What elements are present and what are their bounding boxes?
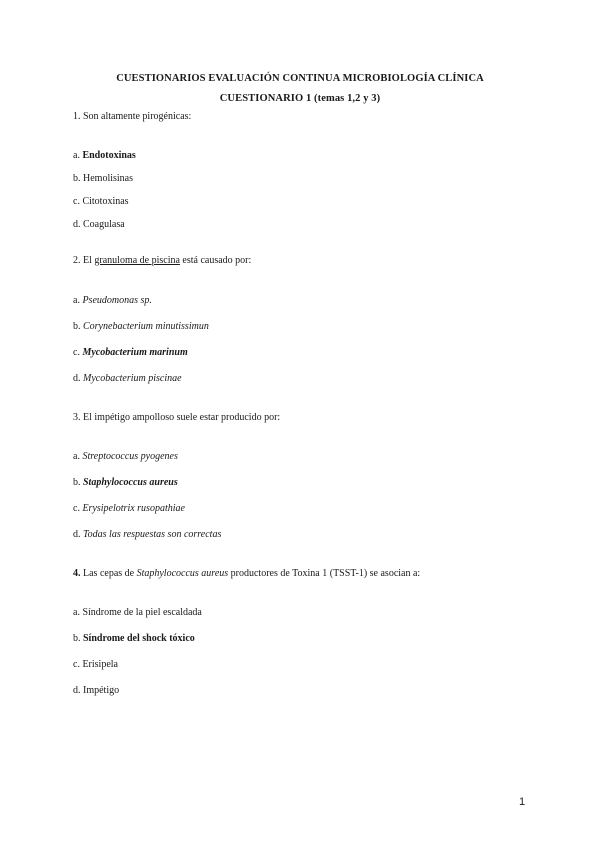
- option-1d: [73, 219, 125, 230]
- question-2: [73, 255, 251, 266]
- option-text: Erysipelotrix rusopathiae: [82, 503, 185, 514]
- question-text: El impétigo ampolloso suele estar producido por:: [83, 412, 281, 423]
- option-text: Mycobacterium piscinae: [83, 373, 182, 384]
- option-text-correct: Endotoxinas: [82, 150, 136, 161]
- option-letter: a.: [73, 150, 80, 161]
- option-1b: [73, 173, 133, 184]
- option-1a: [73, 150, 136, 161]
- option-text: Hemolisinas: [83, 173, 133, 184]
- option-2b: [73, 321, 209, 332]
- option-letter: d.: [73, 219, 81, 230]
- option-letter: d.: [73, 529, 81, 540]
- option-text: Impétigo: [83, 685, 120, 696]
- option-letter: a.: [73, 295, 80, 306]
- question-italic-term: Staphylococcus aureus: [136, 568, 229, 579]
- question-text: productores de Toxina 1 (TSST-1) se asocian a:: [230, 568, 421, 579]
- option-letter: b.: [73, 633, 81, 644]
- option-letter: c.: [73, 659, 80, 670]
- option-text-correct: Síndrome del shock tóxico: [83, 633, 195, 644]
- question-underlined-term: granuloma de piscina: [94, 255, 180, 266]
- question-number: 4.: [73, 568, 81, 579]
- option-letter: d.: [73, 685, 81, 696]
- option-letter: c.: [73, 196, 80, 207]
- option-3b: [73, 477, 178, 488]
- option-letter: d.: [73, 373, 81, 384]
- option-letter: b.: [73, 477, 81, 488]
- option-letter: a.: [73, 607, 80, 618]
- question-text: Son altamente pirogénicas:: [83, 111, 192, 122]
- option-text: Citotoxinas: [82, 196, 129, 207]
- option-letter: b.: [73, 321, 81, 332]
- option-4d: [73, 685, 119, 696]
- option-text-correct: Mycobacterium marinum: [82, 347, 188, 358]
- option-letter: c.: [73, 347, 80, 358]
- document-title: CUESTIONARIOS EVALUACIÓN CONTINUA MICROBIOLOGÍA CLÍNICA: [116, 73, 484, 84]
- question-text: está causado por:: [182, 255, 252, 266]
- option-text: Todas las respuestas son correctas: [83, 529, 222, 540]
- question-4: [73, 568, 420, 579]
- option-text: Síndrome de la piel escaldada: [82, 607, 202, 618]
- question-number: 2.: [73, 255, 81, 266]
- option-text: Coagulasa: [83, 219, 125, 230]
- option-2d: [73, 373, 182, 384]
- option-text: Erisipela: [82, 659, 118, 670]
- option-1c: [73, 196, 129, 207]
- question-text: El: [83, 255, 92, 266]
- option-text: Streptococcus pyogenes: [82, 451, 178, 462]
- option-4c: [73, 659, 118, 670]
- option-letter: b.: [73, 173, 81, 184]
- option-2a: [73, 295, 152, 306]
- option-letter: c.: [73, 503, 80, 514]
- option-3d: [73, 529, 221, 540]
- option-4b: [73, 633, 195, 644]
- page-number: 1: [519, 796, 526, 808]
- option-4a: [73, 607, 202, 618]
- option-letter: a.: [73, 451, 80, 462]
- option-3c: [73, 503, 185, 514]
- question-number: 1.: [73, 111, 81, 122]
- question-1: [73, 111, 191, 122]
- question-text: Las cepas de: [83, 568, 135, 579]
- option-text: Pseudomonas sp.: [82, 295, 152, 306]
- option-2c: [73, 347, 188, 358]
- option-text-correct: Staphylococcus aureus: [83, 477, 178, 488]
- questionnaire-subtitle: CUESTIONARIO 1 (temas 1,2 y 3): [219, 93, 381, 104]
- question-number: 3.: [73, 412, 81, 423]
- question-3: [73, 412, 280, 423]
- option-3a: [73, 451, 178, 462]
- option-text: Corynebacterium minutissimun: [83, 321, 209, 332]
